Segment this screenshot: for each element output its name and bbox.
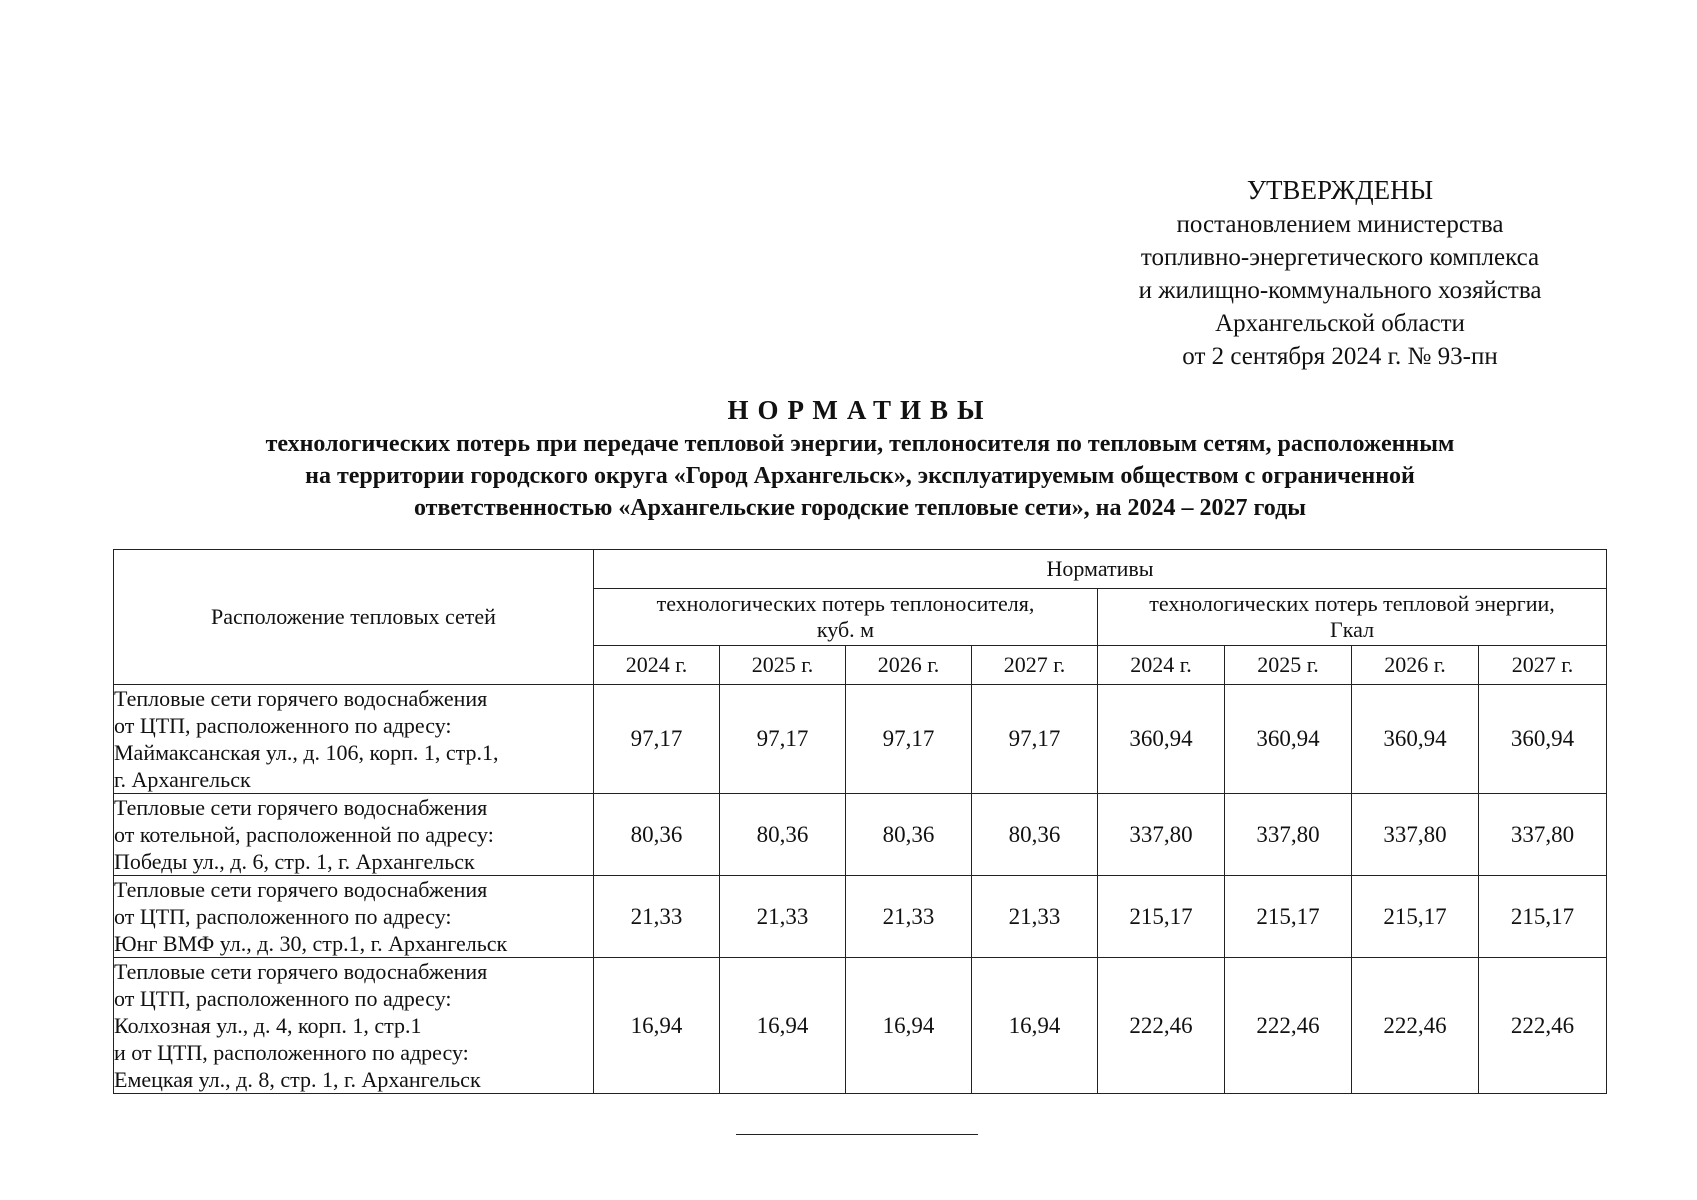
value-cell: 215,17 [1479,876,1607,958]
table-row [114,794,1607,876]
value-cell: 16,94 [594,958,720,1094]
value-cell: 337,80 [1352,794,1479,876]
value-cell: 360,94 [1225,685,1352,794]
year-header: 2027 г. [1479,646,1607,685]
approval-line: Архангельской области [1215,310,1465,337]
year-header: 2025 г. [720,646,846,685]
year-header: 2024 г. [594,646,720,685]
value-cell: 360,94 [1098,685,1225,794]
document-subtitle-line: на территории городского округа «Город Архангельск», эксплуатируемым обществом с ограниченной [305,463,1415,489]
year-header: 2024 г. [1098,646,1225,685]
value-cell: 337,80 [1098,794,1225,876]
value-cell: 97,17 [720,685,846,794]
value-cell: 80,36 [972,794,1098,876]
table-row [114,876,1607,958]
year-header: 2026 г. [846,646,972,685]
approval-line: топливно-энергетического комплекса [1140,244,1540,271]
table-row [114,685,1607,794]
value-cell: 97,17 [972,685,1098,794]
location-cell: Тепловые сети горячего водоснабжения от ЦТП, расположенного по адресу: Маймаксанская ул., д. 106, корп. 1, стр.1, г. Архангельск [114,685,594,794]
approval-line: постановлением министерства [1176,211,1504,238]
value-cell: 21,33 [972,876,1098,958]
value-cell: 16,94 [972,958,1098,1094]
value-cell: 21,33 [846,876,972,958]
location-cell: Тепловые сети горячего водоснабжения от ЦТП, расположенного по адресу: Юнг ВМФ ул., д. 30, стр.1, г. Архангельск [114,876,594,958]
norms-group-header: Нормативы [594,550,1607,589]
coolant-loss-header: технологических потерь теплоносителя, куб. м [594,589,1098,646]
value-cell: 360,94 [1352,685,1479,794]
value-cell: 215,17 [1225,876,1352,958]
norms-table [113,549,1607,1094]
document-subtitle-line: ответственностью «Архангельские городские тепловые сети», на 2024 – 2027 годы [414,495,1306,521]
end-of-document-rule [736,1134,978,1135]
document-title-block [110,392,1610,524]
approval-stamp-block [1080,172,1600,373]
value-cell: 21,33 [594,876,720,958]
document-title: НОРМАТИВЫ [727,395,993,425]
year-header: 2027 г. [972,646,1098,685]
location-cell: Тепловые сети горячего водоснабжения от ЦТП, расположенного по адресу: Колхозная ул., д. 4, корп. 1, стр.1 и от ЦТП, расположенного по адресу: Емецкая ул., д. 8, стр. 1, г. Архангельск [114,958,594,1094]
value-cell: 222,46 [1225,958,1352,1094]
year-header: 2026 г. [1352,646,1479,685]
value-cell: 80,36 [720,794,846,876]
value-cell: 16,94 [720,958,846,1094]
approval-heading: УТВЕРЖДЕНЫ [1246,175,1434,205]
location-cell: Тепловые сети горячего водоснабжения от котельной, расположенной по адресу: Победы ул., д. 6, стр. 1, г. Архангельск [114,794,594,876]
value-cell: 80,36 [594,794,720,876]
table-row [114,958,1607,1094]
value-cell: 222,46 [1479,958,1607,1094]
value-cell: 215,17 [1098,876,1225,958]
approval-date-line: от 2 сентября 2024 г. № 93-пн [1182,343,1498,370]
location-column-header: Расположение тепловых сетей [114,550,594,685]
value-cell: 360,94 [1479,685,1607,794]
value-cell: 337,80 [1479,794,1607,876]
value-cell: 337,80 [1225,794,1352,876]
value-cell: 215,17 [1352,876,1479,958]
heat-energy-loss-header: технологических потерь тепловой энергии, Гкал [1098,589,1607,646]
document-subtitle-line: технологических потерь при передаче тепловой энергии, теплоносителя по тепловым сетям, расположенным [265,431,1455,457]
value-cell: 222,46 [1352,958,1479,1094]
approval-line: и жилищно-коммунального хозяйства [1138,277,1542,304]
value-cell: 80,36 [846,794,972,876]
value-cell: 97,17 [594,685,720,794]
value-cell: 16,94 [846,958,972,1094]
value-cell: 97,17 [846,685,972,794]
value-cell: 222,46 [1098,958,1225,1094]
value-cell: 21,33 [720,876,846,958]
year-header: 2025 г. [1225,646,1352,685]
